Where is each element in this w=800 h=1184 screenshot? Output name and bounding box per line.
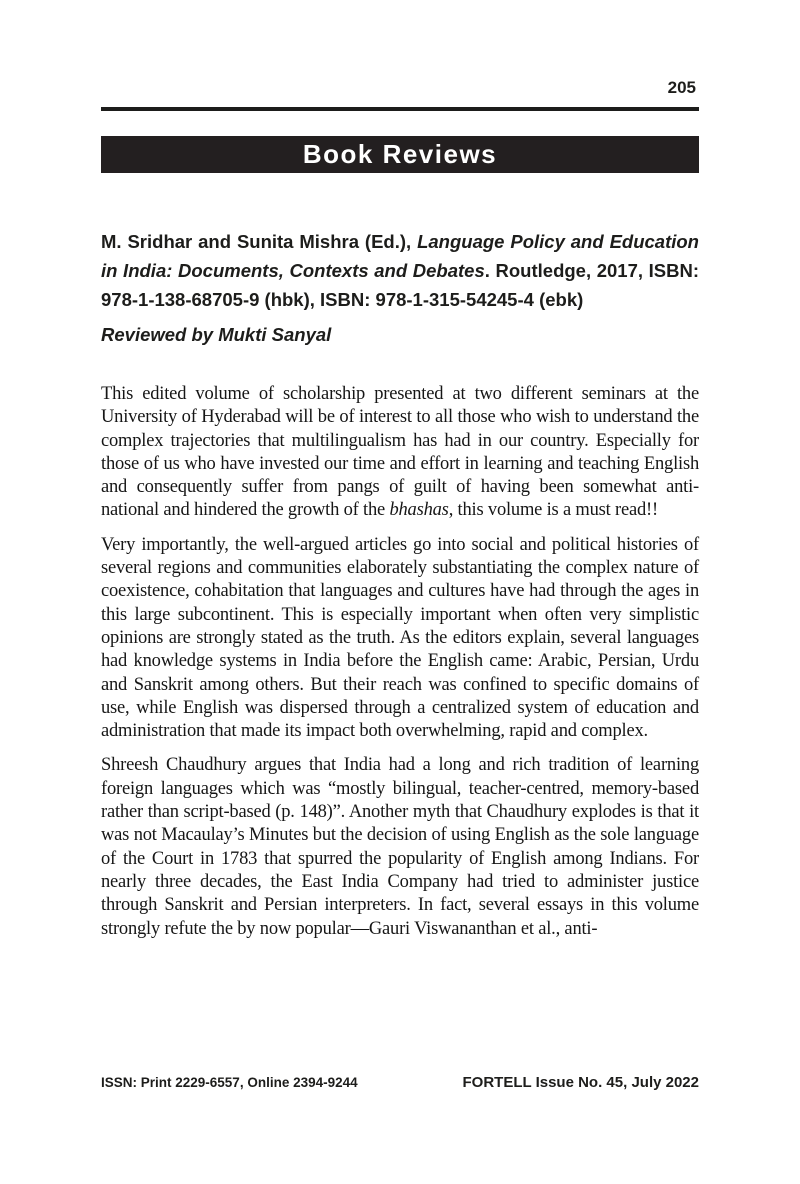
citation-authors: M. Sridhar and Sunita Mishra (Ed.),: [101, 231, 418, 252]
page-content: [101, 0, 699, 941]
book-citation: [101, 227, 699, 314]
header-rule: [101, 107, 699, 111]
citation-book-title: Language Policy and Education in India: Documents, Contexts and Debates: [101, 231, 699, 281]
section-banner: [101, 136, 699, 173]
review-paragraph: [101, 534, 699, 744]
page-footer: [101, 1074, 699, 1091]
italic-term: bhashas: [389, 500, 449, 521]
footer-issn: ISSN: Print 2229-6557, Online 2394-9244: [101, 1075, 358, 1090]
page-number: 205: [667, 78, 696, 97]
citation-publication: . Routledge, 2017, ISBN: 978-1-138-68705-9 (hbk), ISBN: 978-1-315-54245-4 (ebk): [101, 260, 699, 310]
paragraph-text: This edited volume of scholarship presented at two different seminars at the University of Hyderabad will be of interest to all those who wish to understand the complex trajectories that multilingualism has had in our country. Especially for those of us who have invested our time and effort in learning and teaching English and consequently suffer from pangs of guilt of having been somewhat anti-national and hindered the growth of the: [101, 384, 699, 521]
footer-issue: FORTELL Issue No. 45, July 2022: [462, 1074, 699, 1091]
review-paragraph: [101, 383, 699, 523]
paragraph-text: Very importantly, the well-argued articles go into social and political histories of several regions and communities elaborately substantiating the complex nature of coexistence, cohabitation that languages and cultures have had through the ages in this large subcontinent. This is especially important when often very simplistic opinions are strongly stated as the truth. As the editors explain, several languages had knowledge systems in India before the English came: Arabic, Persian, Urdu and Sanskrit among others. But their reach was confined to specific domains of use, while English was dispersed through a centralized system of education and administration that made its impact both overwhelming, rapid and complex.: [101, 534, 699, 742]
section-title: Book Reviews: [302, 139, 498, 169]
paragraph-text: Shreesh Chaudhury argues that India had a long and rich tradition of learning foreign languages which was “mostly bilingual, teacher-centred, memory-based rather than script-based (p. 148)”. Another myth that Chaudhury explodes is that it was not Macaulay’s Minutes but the decision of using English as the sole language of the Court in 1783 that spurred the popularity of English among Indians. For nearly three decades, the East India Company had tried to administer justice through Sanskrit and Persian interpreters. In fact, several essays in this volume strongly refute the by now popular—Gauri Viswananthan et al., anti-: [101, 755, 699, 939]
reviewer-byline: Reviewed by Mukti Sanyal: [101, 324, 332, 345]
review-paragraph: [101, 754, 699, 940]
paragraph-text: , this volume is a must read!!: [448, 500, 658, 521]
review-body: [101, 383, 699, 941]
